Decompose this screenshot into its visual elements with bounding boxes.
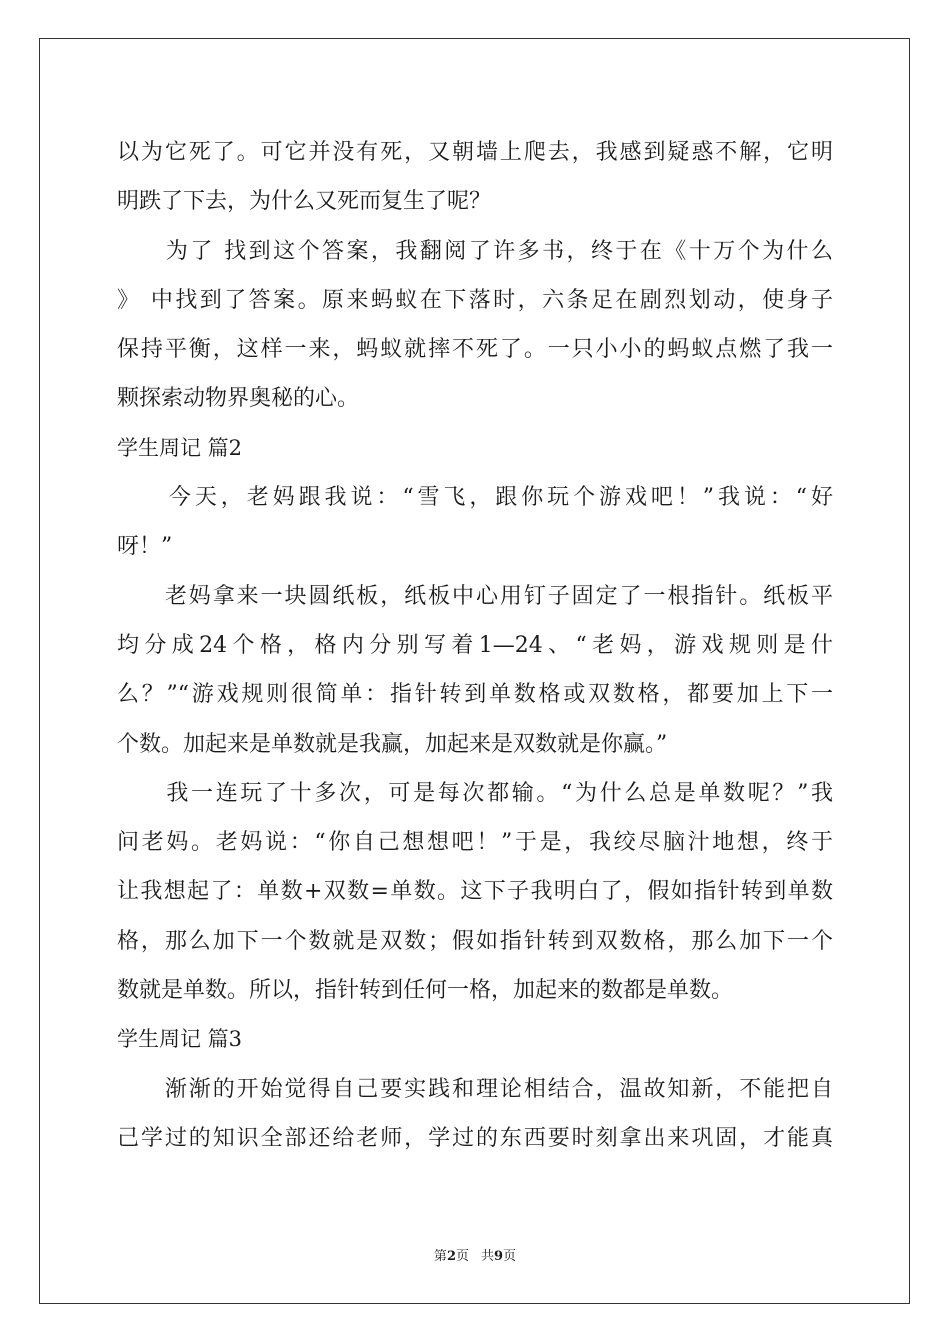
text-line: 保持平衡，这样一来，蚂蚁就摔不死了。一只小小的蚂蚁点燃了我一 (117, 337, 833, 363)
text-line: 均分成24个格，格内分别写着1—24、“老妈，游戏规则是什 (117, 632, 833, 658)
section-heading: 学生周记 篇2 (117, 435, 243, 460)
text-line: 以为它死了。可它并没有死，又朝墙上爬去，我感到疑惑不解，它明 (117, 140, 833, 165)
text-line: 数就是单数。所以，指针转到任何一格，加起来的数都是单数。 (117, 978, 734, 1004)
text-line: 己学过的知识全部还给老师，学过的东西要时刻拿出来巩固，才能真 (117, 1125, 833, 1151)
text-line: 我一连玩了十多次，可是每次都输。“为什么总是单数呢？”我 (117, 780, 833, 806)
text-line: 问老妈。老妈说：“你自己想想吧！”于是，我绞尽脑汁地想，终于 (117, 830, 833, 856)
text-line: 明跌了下去，为什么又死而复生了呢？ (117, 189, 492, 215)
total-suffix: 页 (503, 1249, 517, 1264)
total-pages: 9 (494, 1249, 504, 1264)
document-body (117, 128, 833, 1163)
text-line: 呀！” (117, 534, 173, 560)
total-prefix: 共 (481, 1249, 495, 1264)
text-line: 格，那么加下一个数就是双数；假如指针转到双数格，那么加下一个 (117, 928, 833, 954)
text-line: 老妈拿来一块圆纸板，纸板中心用钉子固定了一根指针。纸板平 (117, 583, 833, 609)
page-number: 2 (446, 1249, 456, 1264)
page-footer (0, 1245, 950, 1264)
text-line: 个数。加起来是单数就是我赢，加起来是双数就是你赢。” (117, 731, 668, 757)
text-line: 今天，老妈跟我说：“雪飞，跟你玩个游戏吧！”我说：“好 (117, 485, 833, 511)
section-heading: 学生周记 篇3 (117, 1027, 243, 1052)
page-suffix: 页 (455, 1249, 469, 1264)
text-line: 么？”“游戏规则很简单：指针转到单数格或双数格，都要加上下一 (117, 682, 833, 708)
text-line: 》 中找到了答案。原来蚂蚁在下落时，六条足在剧烈划动，使身子 (117, 287, 833, 313)
page-prefix: 第 (433, 1249, 447, 1264)
text-line: 让我想起了：单数+双数=单数。这下子我明白了，假如指针转到单数 (117, 879, 833, 905)
text-line: 为了 找到这个答案，我翻阅了许多书，终于在《十万个为什么 (117, 238, 833, 264)
text-line: 渐渐的开始觉得自己要实践和理论相结合，温故知新，不能把自 (117, 1076, 833, 1102)
text-line: 颗探索动物界奥秘的心。 (117, 386, 360, 412)
